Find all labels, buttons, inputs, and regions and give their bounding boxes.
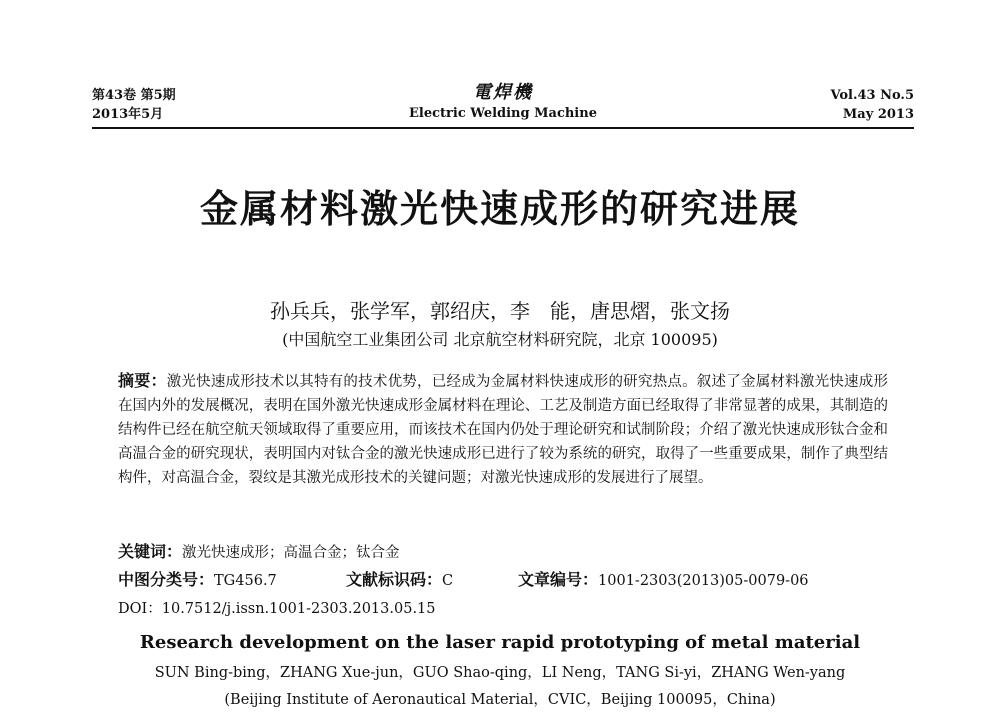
volume-issue: 第43卷 第5期 <box>92 88 176 103</box>
english-authors: SUN Bing-bing，ZHANG Xue-jun，GUO Shao-qing，LI Neng，TANG Si-yi，ZHANG Wen-yang <box>154 665 846 681</box>
clc-code <box>118 567 277 590</box>
volume-number: Vol.43 No.5 <box>830 88 914 103</box>
doi-label: DOI： <box>118 601 162 617</box>
clc-label: 中图分类号： <box>118 570 215 589</box>
abstract-label: 摘要： <box>118 371 167 390</box>
clc-value: TG456.7 <box>214 573 277 589</box>
article-value: 1001-2303(2013)05-0079-06 <box>598 573 809 589</box>
english-affiliation: (Beijing Institute of Aeronautical Material，CVIC，Beijing 100095，China) <box>224 692 776 708</box>
doc-label: 文献标识码： <box>346 570 443 589</box>
journal-masthead <box>92 78 914 121</box>
abstract <box>118 369 888 490</box>
issue-month: May 2013 <box>842 107 914 122</box>
issue-date: 2013年5月 <box>92 107 164 122</box>
journal-name: Electric Welding Machine <box>409 106 597 121</box>
volume-issue-en <box>830 86 914 124</box>
journal-logo: 電焊機 <box>473 82 533 103</box>
journal-header <box>92 82 914 126</box>
doc-value: C <box>442 573 454 589</box>
abstract-text: 激光快速成形技术以其特有的技术优势，已经成为金属材料快速成形的研究热点。叙述了金属材料激光快速成形在国内外的发展概况，表明在国外激光快速成形金属材料在理论、工艺及制造方面已经取得了非常显著的成果，其制造的结构件已经在航空航天领域取得了重要应用，而该技术在国内仍处于理论研究和试制阶段；介绍了激光快速成形钛合金和高温合金的研究现状，表明国内对钛合金的激光快速成形已进行了较为系统的研究，取得了一些重要成果，制作了典型结构件，对高温合金，裂纹是其激光成形技术的关键问题；对激光快速成形的发展进行了展望。 <box>118 374 888 486</box>
keywords <box>118 539 400 562</box>
affiliation: (中国航空工业集团公司 北京航空材料研究院，北京 100095) <box>282 330 718 349</box>
doi <box>118 597 436 618</box>
article-label: 文章编号： <box>518 570 599 589</box>
paper-title: 金属材料激光快速成形的研究进展 <box>199 187 800 231</box>
document-code <box>346 567 453 590</box>
header-rule <box>92 127 914 129</box>
article-number <box>518 567 809 590</box>
english-title: Research development on the laser rapid prototyping of metal material <box>139 632 861 653</box>
keywords-label: 关键词： <box>118 542 183 561</box>
author-list: 孙兵兵，张学军，郭绍庆，李 能，唐思熠，张文扬 <box>270 299 730 323</box>
doi-value: 10.7512/j.issn.1001-2303.2013.05.15 <box>161 601 436 617</box>
keywords-text: 激光快速成形；高温合金；钛合金 <box>182 545 400 561</box>
